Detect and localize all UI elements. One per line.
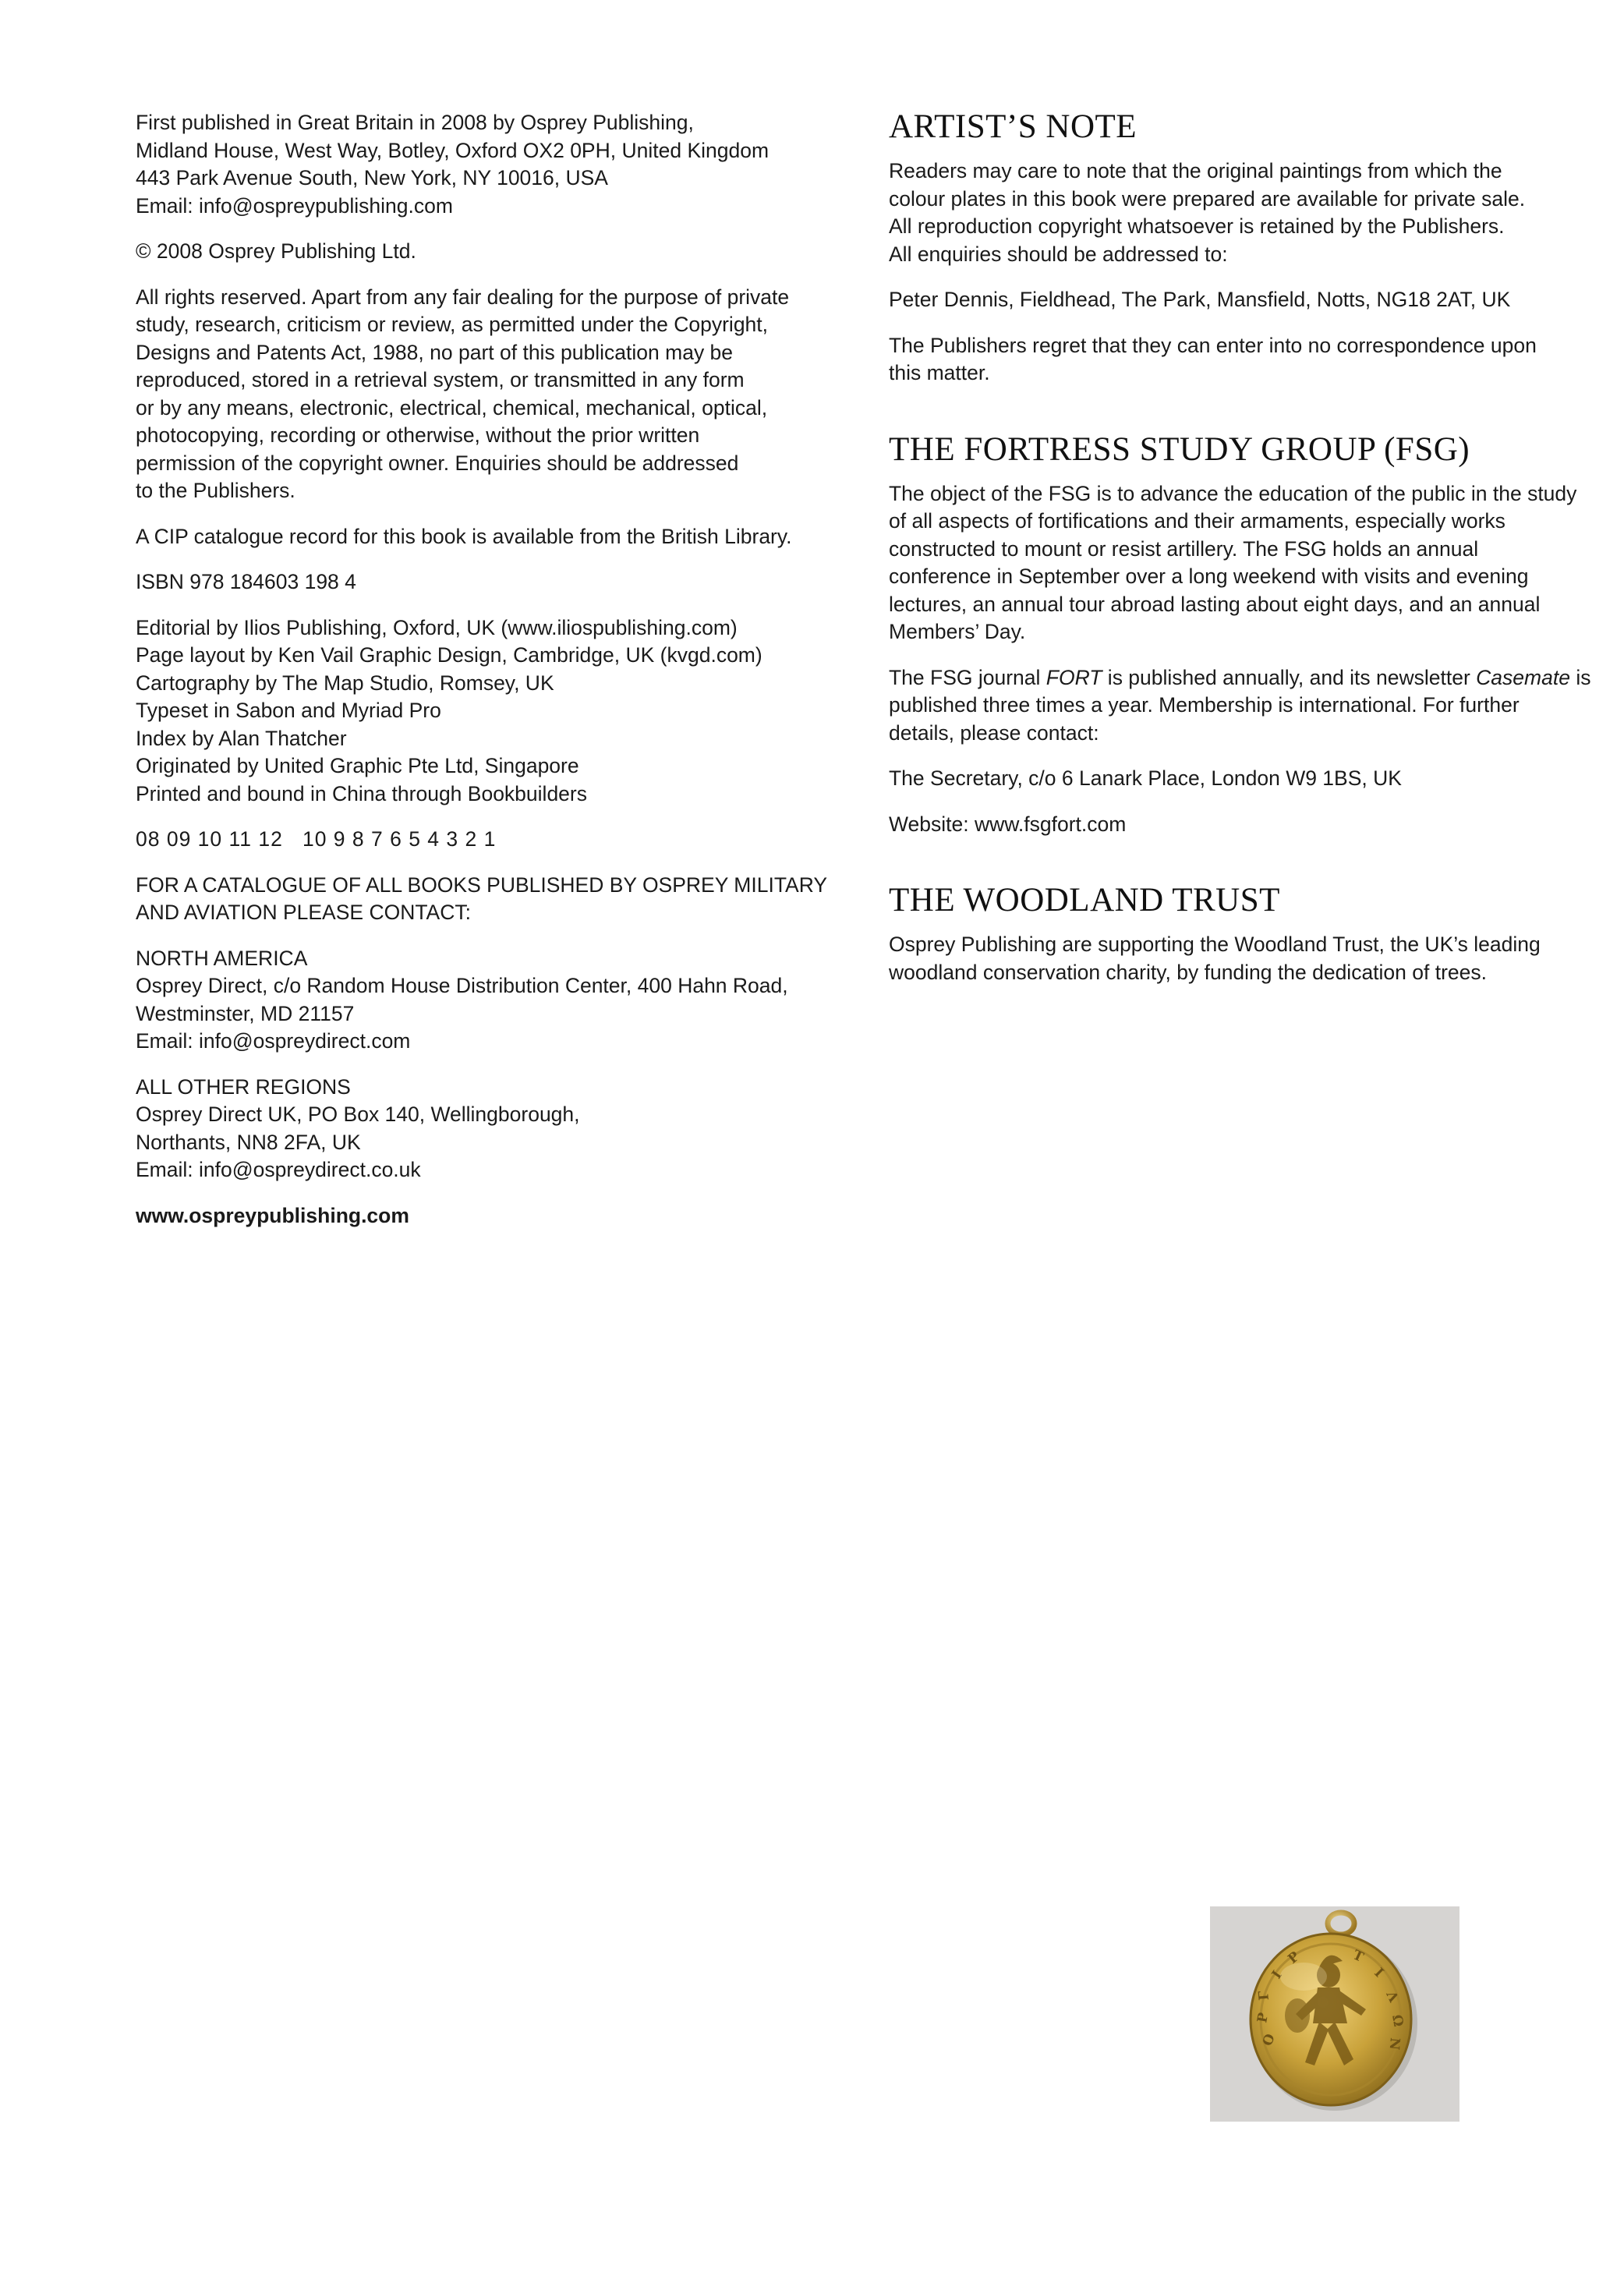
svg-text:Λ: Λ bbox=[1382, 1988, 1402, 2005]
catalogue-heading: FOR A CATALOGUE OF ALL BOOKS PUBLISHED BY OSPREY MILITARY AND AVIATION PLEASE CONTACT: bbox=[136, 873, 828, 924]
production-credits: Editorial by Ilios Publishing, Oxford, UK (www.iliospublishing.com) Page layout by Ken Vail Graphic Design, Cambridge, UK (kvgd.com) Cartography by The Map Studio, Romsey, UK Typeset in Sabon and Myriad Pro Index by Alan Thatcher Originated by United Graphic Pte Ltd, Singapore Printed and bound in China through Bookbuilders bbox=[136, 615, 762, 805]
svg-text:Ν: Ν bbox=[1385, 2037, 1403, 2051]
left-column bbox=[136, 109, 837, 1248]
fsg-secretary: The Secretary, c/o 6 Lanark Place, London W9 1BS, UK bbox=[889, 766, 1402, 790]
fsg-heading: THE FORTRESS STUDY GROUP (FSG) bbox=[889, 430, 1470, 468]
fsg-website: Website: www.fsgfort.com bbox=[889, 812, 1127, 836]
isbn: ISBN 978 184603 198 4 bbox=[136, 570, 356, 593]
print-numbers: 08 09 10 11 12 10 9 8 7 6 5 4 3 2 1 bbox=[136, 827, 497, 851]
svg-text:Ι: Ι bbox=[1371, 1965, 1387, 1981]
svg-text:Τ: Τ bbox=[1350, 1947, 1366, 1966]
fsg-journal: The FSG journal FORT is published annually, and its newsletter Casemate is published three times a year. Membership is international. For further details, please contact: bbox=[889, 665, 1591, 745]
woodland-trust-heading: THE WOODLAND TRUST bbox=[889, 882, 1280, 919]
cip-record: A CIP catalogue record for this book is available from the British Library. bbox=[136, 524, 792, 548]
svg-text:Ι: Ι bbox=[1268, 1967, 1286, 1982]
north-america-contact: NORTH AMERICA Osprey Direct, c/o Random House Distribution Center, 400 Hahn Road, Westminster, MD 21157 Email: info@ospreydirect.com bbox=[136, 946, 788, 1053]
artist-address: Peter Dennis, Fieldhead, The Park, Mansfield, Notts, NG18 2AT, UK bbox=[889, 288, 1511, 311]
publishers-regret: The Publishers regret that they can enter into no correspondence upon this matter. bbox=[889, 333, 1537, 384]
coin-photo bbox=[1210, 1906, 1459, 2122]
woodland-trust-body: Osprey Publishing are supporting the Woodland Trust, the UK’s leading woodland conservation charity, by funding the dedication of trees. bbox=[889, 933, 1541, 984]
fsg-section bbox=[889, 432, 1590, 839]
svg-text:Ρ: Ρ bbox=[1254, 2011, 1272, 2024]
publication-info: First published in Great Britain in 2008 by Osprey Publishing, Midland House, West Way, Botley, Oxford OX2 0PH, United Kingdom 443 Park Avenue South, New York, NY 10016, USA Email: info@ospreypublishing.com bbox=[136, 111, 770, 218]
artists-note-heading: ARTIST’S NOTE bbox=[889, 108, 1138, 145]
newsletter-title: Casemate bbox=[1476, 665, 1570, 689]
woodland-trust-section bbox=[889, 883, 1590, 986]
svg-text:Ω: Ω bbox=[1389, 2013, 1406, 2028]
svg-text:Ρ: Ρ bbox=[1285, 1949, 1304, 1967]
fsg-body: The object of the FSG is to advance the education of the public in the study of all aspects of fortifications and their armaments, especially works constructed to mount or resist artillery. The FSG holds an annual conference in September over a long weekend with visits and evening lectures, an annual tour abroad lasting about eight days, and an annual Members’ Day. bbox=[889, 481, 1577, 643]
right-column bbox=[889, 109, 1590, 1031]
artists-note-section bbox=[889, 109, 1590, 388]
svg-text:Γ: Γ bbox=[1256, 1990, 1272, 2002]
rights-statement: All rights reserved. Apart from any fair dealing for the purpose of private study, research, criticism or review, as permitted under the Copyright, Designs and Patents Act, 1988, no part of this publication may be reproduced, stored in a retrieval system, or transmitted in any form or by any means, electronic, electrical, chemical, mechanical, optical, photocopying, recording or otherwise, without the prior written permission of the copyright owner. Enquiries should be addressed to the Publishers. bbox=[136, 285, 790, 502]
copyright-line: © 2008 Osprey Publishing Ltd. bbox=[136, 239, 416, 263]
journal-title: FORT bbox=[1046, 665, 1102, 689]
gold-coin-pendant-icon bbox=[1210, 1906, 1459, 2122]
artists-note-body: Readers may care to note that the original paintings from which the colour plates in this book were prepared are available for private sale. All reproduction copyright whatsoever is retained by the Publishers. All enquiries should be addressed to: bbox=[889, 159, 1526, 266]
svg-text:Ο: Ο bbox=[1259, 2031, 1279, 2048]
publisher-website: www.ospreypublishing.com bbox=[136, 1203, 409, 1227]
other-regions-contact: ALL OTHER REGIONS Osprey Direct UK, PO Box 140, Wellingborough, Northants, NN8 2FA, UK Email: info@ospreydirect.co.uk bbox=[136, 1074, 580, 1181]
